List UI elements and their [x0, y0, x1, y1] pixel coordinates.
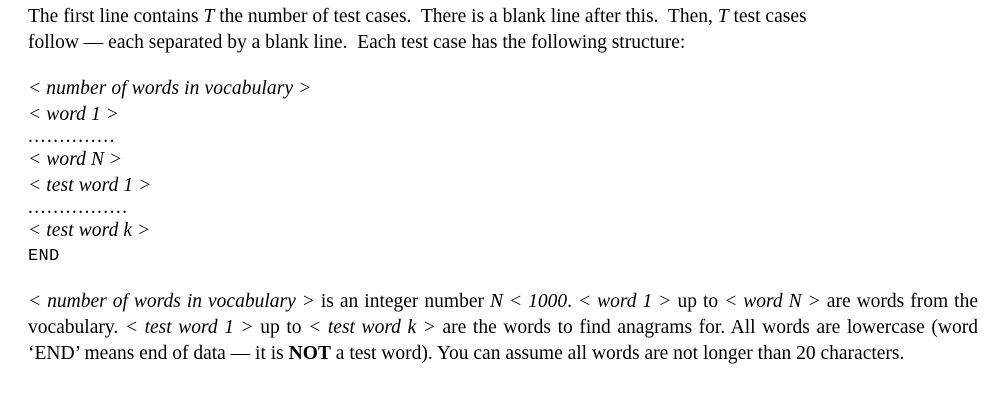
structure-line-word-1: < word 1 > — [28, 103, 120, 125]
intro-text-b: the number of test cases. There is a blank line after this. Then, — [214, 6, 718, 27]
intro-line-2: follow — each separated by a blank line. Each test case has the following structure: — [28, 32, 686, 53]
variable-T-first: T — [203, 6, 215, 27]
structure-line-word-n: < word N > — [28, 149, 123, 170]
closing-word-1-term: < word 1 > — [578, 291, 672, 312]
structure-line-test-word-k: < test word k > — [28, 220, 151, 241]
closing-text-12: are the words to find anagrams for. All words are lowercase (word ‘END’ means end of data — it is — [28, 317, 978, 364]
structure-line-vocab-count: < number of words in vocabulary > — [28, 78, 312, 99]
closing-test-word-k-term: < test word k > — [308, 317, 436, 338]
intro-text-c: test cases — [728, 6, 807, 27]
closing-word-n-term: < word N > — [724, 291, 821, 312]
structure-line-end-token: END — [28, 246, 60, 266]
closing-text-8: are words from the vocabulary. — [28, 291, 978, 338]
closing-n-bound: N < 1000 — [489, 291, 568, 312]
closing-text-4: . — [567, 291, 579, 312]
closing-text-6: up to — [671, 291, 725, 312]
structure-line-ellipsis-test-words: ................ — [28, 197, 129, 218]
closing-vocab-count-term: < number of words in vocabulary > — [28, 291, 315, 312]
test-case-structure-block — [28, 76, 978, 269]
intro-line-1 — [28, 4, 978, 30]
closing-text-14: a test word). You can assume all words are not longer than 20 characters. — [330, 343, 905, 364]
intro-text-a: The first line contains — [28, 6, 204, 27]
closing-text-10: up to — [253, 317, 309, 338]
closing-emphasis-not: NOT — [288, 343, 331, 364]
structure-line-ellipsis-words: .............. — [28, 126, 116, 147]
variable-T-second: T — [717, 6, 729, 27]
closing-test-word-1-term: < test word 1 > — [124, 317, 254, 338]
closing-paragraph — [28, 289, 978, 367]
structure-line-test-word-1: < test word 1 > — [28, 174, 152, 196]
closing-text-2: is an integer number — [314, 291, 490, 312]
intro-paragraph — [28, 0, 978, 56]
